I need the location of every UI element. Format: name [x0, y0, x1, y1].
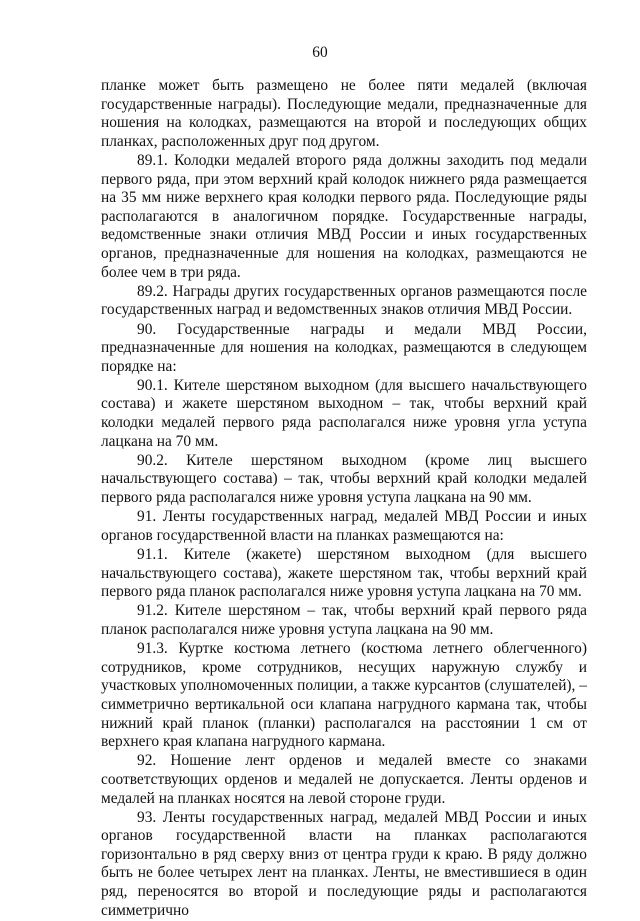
paragraph: 89.1. Колодки медалей второго ряда должны заходить под медали первого ряда, при этом верхний край колодок нижнего ряда размещается на 35 мм ниже верхнего края колодки первого ряда. Последующие ряды располагаются в аналогичном порядке. Государственные награды, ведомственные знаки отличия МВД России и иных государственных органов, предназначенные для ношения на колодках, размещаются не более чем в три ряда. [101, 151, 587, 281]
paragraph: 90.2. Кителе шерстяном выходном (кроме лиц высшего начальствующего состава) – так, чтобы верхний край колодки медалей первого ряда располагался ниже уровня уступа лацкана на 90 мм. [101, 451, 587, 507]
paragraph: планке может быть размещено не более пяти медалей (включая государственные награды). Последующие медали, предназначенные для ношения на колодках, размещаются на второй и последующих общих планках, расположенных друг под другом. [101, 77, 587, 150]
paragraph: 92. Ношение лент орденов и медалей вместе со знаками соответствующих орденов и медалей не допускается. Ленты орденов и медалей на планках носятся на левой стороне груди. [101, 752, 587, 807]
paragraph: 93. Ленты государственных наград, медалей МВД России и иных органов государственной власти на планках располагаются горизонтально в ряд сверху вниз от центра груди к краю. В ряду должно быть не более четырех лент на планках. Ленты, не вместившиеся в один ряд, переносятся во второй и последующие ряды и располагаются симметрично [101, 808, 587, 919]
document-body [101, 77, 587, 921]
paragraph: 91.1. Кителе (жакете) шерстяном выходном (для высшего начальствующего состава), жакете шерстяном так, чтобы верхний край первого ряда планок располагался ниже уровня уступа лацкана на 70 мм. [101, 546, 587, 601]
paragraph: 91.2. Кителе шерстяном – так, чтобы верхний край первого ряда планок располагался ниже уровня уступа лацкана на 90 мм. [101, 602, 587, 638]
paragraph: 90. Государственные награды и медали МВД России, предназначенные для ношения на колодках, размещаются в следующем порядке на: [101, 320, 587, 375]
page-number: 60 [312, 44, 328, 61]
paragraph: 89.2. Награды других государственных органов размещаются после государственных наград и ведомственных знаков отличия МВД России. [101, 282, 587, 319]
paragraph: 90.1. Кителе шерстяном выходном (для высшего начальствующего состава) и жакете шерстяном выходном – так, чтобы верхний край колодки медалей первого ряда располагался ниже уровня угла уступа лацкана на 70 мм. [101, 376, 587, 450]
paragraph: 91. Ленты государственных наград, медалей МВД России и иных органов государственной власти на планках размещаются на: [101, 508, 587, 544]
paragraph: 91.3. Куртке костюма летнего (костюма летнего облегченного) сотрудников, кроме сотрудников, несущих наружную службу и участковых уполномоченных полиции, а также курсантов (слушателей), – симметрично вертикальной оси клапана нагрудного кармана так, чтобы нижний край планок (планки) располагался на расстоянии 1 см от верхнего края клапана нагрудного кармана. [101, 640, 587, 751]
